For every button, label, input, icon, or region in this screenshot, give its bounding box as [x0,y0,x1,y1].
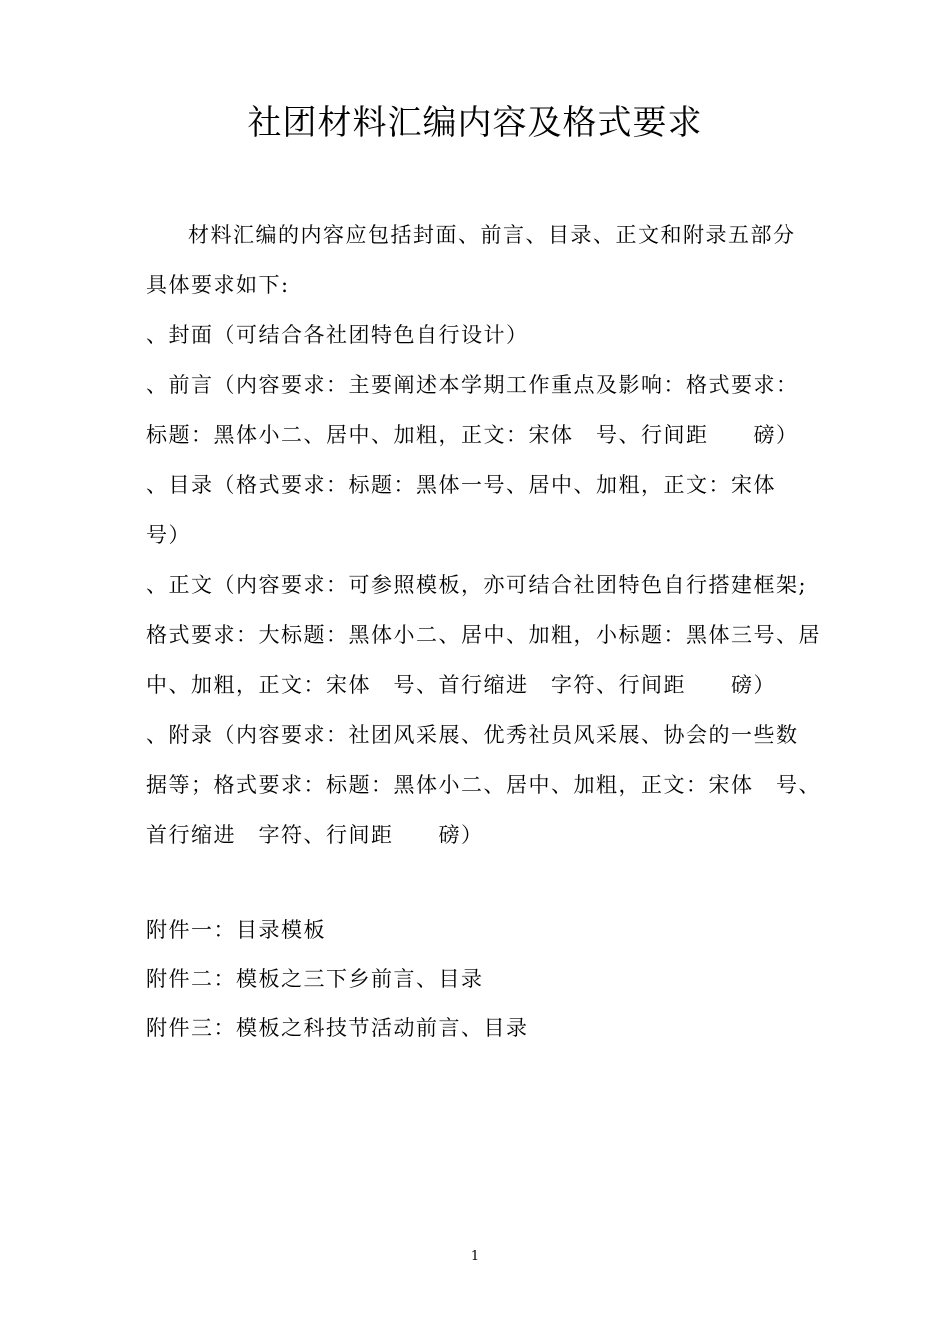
body-paragraph-intro: 材料汇编的内容应包括封面、前言、目录、正文和附录五部分 [188,223,796,247]
body-line: 号） [146,523,191,547]
document-title: 社团材料汇编内容及格式要求 [247,103,703,143]
attachment-item: 附件一：目录模板 [146,918,326,942]
body-line-cover: 、封面（可结合各社团特色自行设计） [146,323,529,347]
attachments-list [146,906,812,1053]
body-line: 首行缩进 字符、行间距 磅） [146,823,484,847]
body-line: 具体要求如下: [146,273,290,297]
body-line-appendix: 、附录（内容要求：社团风采展、优秀社员风采展、协会的一些数 [146,723,799,747]
body-line-toc: 、目录（格式要求：标题：黑体一号、居中、加粗，正文：宋体 [146,473,776,497]
attachment-item: 附件二：模板之三下乡前言、目录 [146,967,484,991]
body-line: 格式要求：大标题：黑体小二、居中、加粗，小标题：黑体三号、居 [146,623,821,647]
body-line-preface: 、前言（内容要求：主要阐述本学期工作重点及影响：格式要求： [146,373,799,397]
body-line: 标题：黑体小二、居中、加粗，正文：宋体 号、行间距 磅） [146,423,799,447]
body-line: 据等；格式要求：标题：黑体小二、居中、加粗，正文：宋体 号、 [146,773,821,797]
page-number: 1 [470,1249,480,1264]
document-body [146,210,821,860]
body-line-main-text: 、正文（内容要求：可参照模板，亦可结合社团特色自行搭建框架; [146,573,808,597]
body-line: 中、加粗，正文：宋体 号、首行缩进 字符、行间距 磅） [146,673,776,697]
attachment-item: 附件三：模板之科技节活动前言、目录 [146,1016,529,1040]
